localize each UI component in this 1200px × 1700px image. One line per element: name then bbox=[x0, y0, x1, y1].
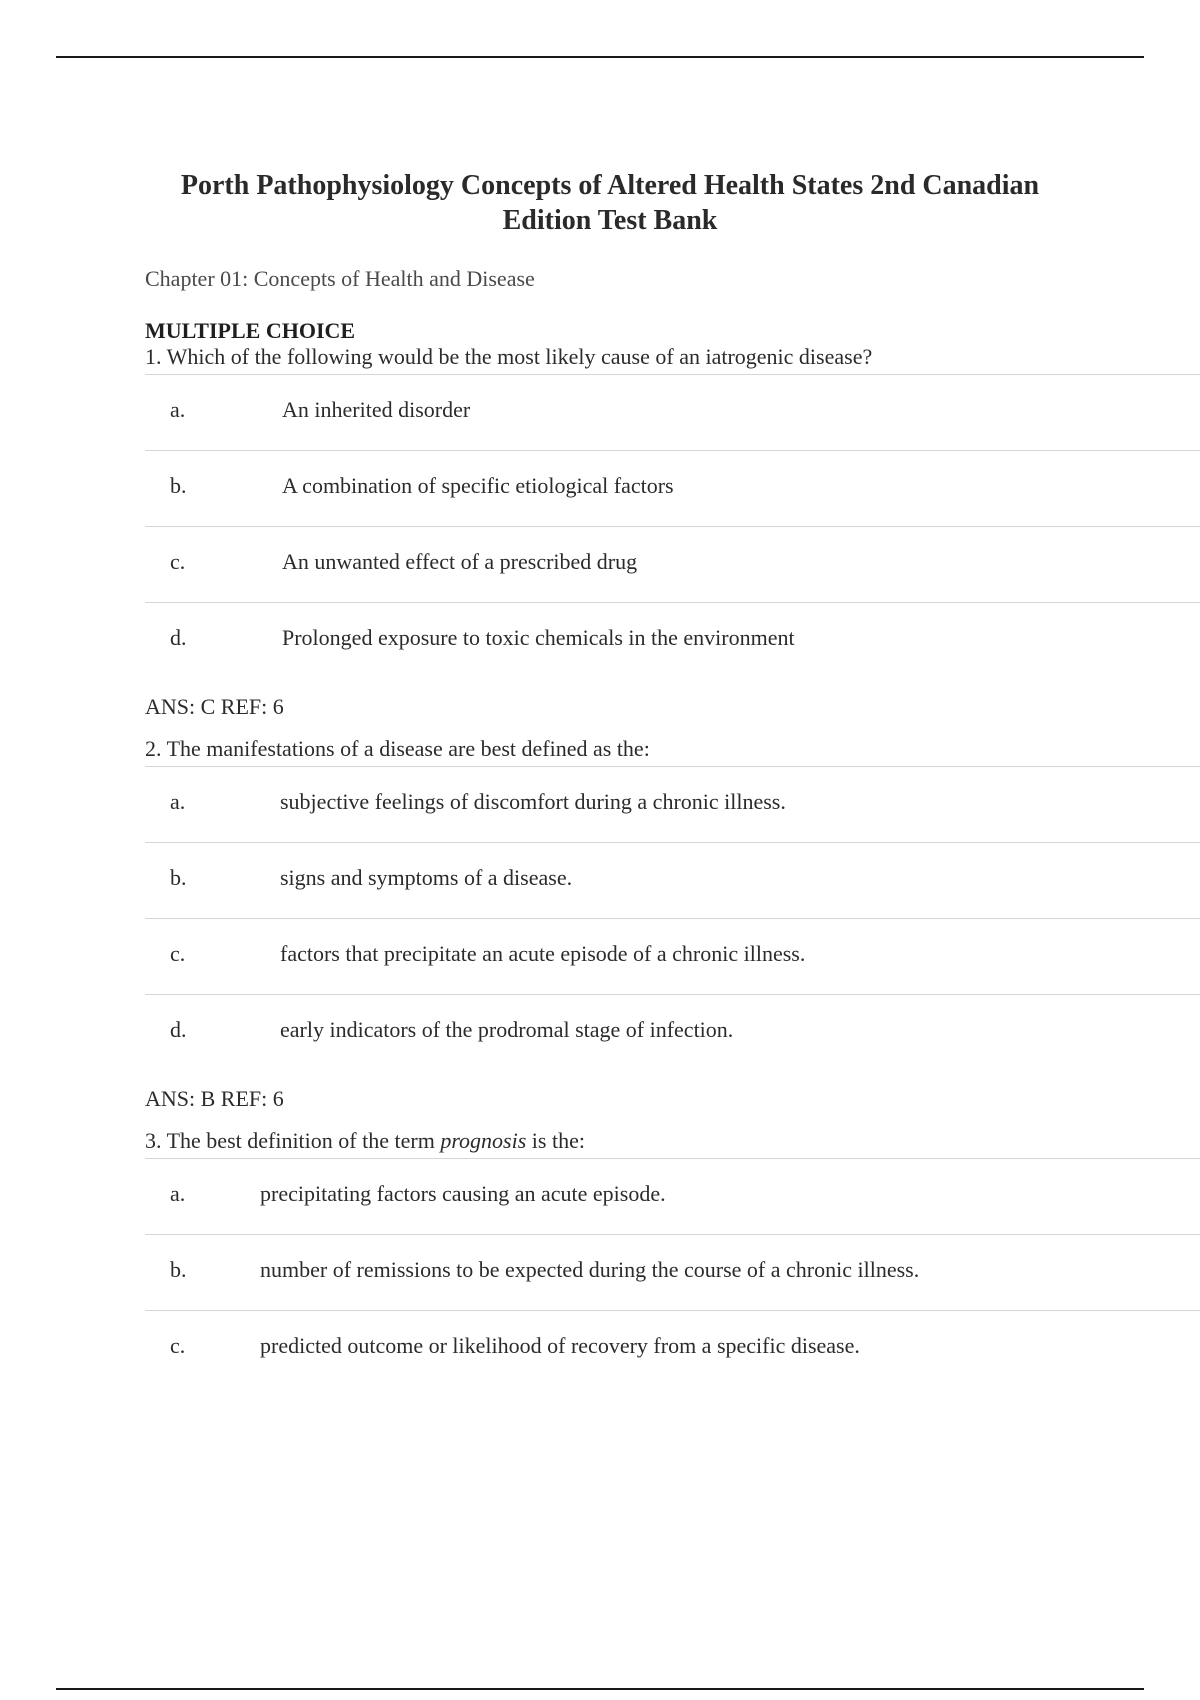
stem-suffix: is the: bbox=[526, 1128, 585, 1153]
option-row bbox=[145, 995, 1200, 1070]
question-stem: 1. Which of the following would be the most likely cause of an iatrogenic disease? bbox=[145, 344, 873, 369]
option-row bbox=[145, 603, 1200, 678]
option-letter: d. bbox=[170, 1017, 187, 1042]
option-row bbox=[145, 1235, 1200, 1311]
question-2 bbox=[145, 736, 1200, 1112]
option-list bbox=[145, 374, 1200, 678]
option-text: A combination of specific etiological factors bbox=[282, 473, 674, 498]
option-list bbox=[145, 766, 1200, 1070]
option-letter: a. bbox=[170, 1181, 186, 1206]
option-text: precipitating factors causing an acute episode. bbox=[260, 1181, 666, 1206]
option-text: An unwanted effect of a prescribed drug bbox=[282, 549, 638, 574]
option-row bbox=[145, 375, 1200, 451]
chapter-heading: Chapter 01: Concepts of Health and Disease bbox=[145, 266, 535, 291]
option-letter: b. bbox=[170, 1257, 187, 1282]
option-letter: c. bbox=[170, 941, 186, 966]
option-row bbox=[145, 843, 1200, 919]
question-stem bbox=[145, 1128, 1200, 1158]
option-row bbox=[145, 451, 1200, 527]
answer-reference: ANS: B REF: 6 bbox=[145, 1086, 284, 1111]
bottom-rule bbox=[56, 1688, 1144, 1690]
option-text: Prolonged exposure to toxic chemicals in the environment bbox=[282, 625, 795, 650]
option-text: number of remissions to be expected during the course of a chronic illness. bbox=[260, 1257, 920, 1282]
option-letter: a. bbox=[170, 397, 186, 422]
top-rule bbox=[56, 56, 1144, 58]
stem-prefix: 3. The best definition of the term bbox=[145, 1128, 441, 1153]
option-text: signs and symptoms of a disease. bbox=[280, 865, 573, 890]
option-text: factors that precipitate an acute episode of a chronic illness. bbox=[280, 941, 806, 966]
option-text: An inherited disorder bbox=[282, 397, 471, 422]
option-text: early indicators of the prodromal stage of infection. bbox=[280, 1017, 734, 1042]
option-letter: c. bbox=[170, 1333, 186, 1358]
option-list bbox=[145, 1158, 1200, 1386]
section-heading: MULTIPLE CHOICE bbox=[145, 318, 356, 343]
question-stem: 2. The manifestations of a disease are best defined as the: bbox=[145, 736, 650, 761]
option-letter: d. bbox=[170, 625, 187, 650]
option-text: subjective feelings of discomfort during a chronic illness. bbox=[280, 789, 786, 814]
option-row bbox=[145, 1311, 1200, 1386]
option-text: predicted outcome or likelihood of recovery from a specific disease. bbox=[260, 1333, 860, 1358]
option-letter: c. bbox=[170, 549, 186, 574]
question-1 bbox=[145, 344, 1200, 720]
option-letter: a. bbox=[170, 789, 186, 814]
option-letter: b. bbox=[170, 865, 187, 890]
question-3 bbox=[145, 1128, 1200, 1386]
option-row bbox=[145, 527, 1200, 603]
option-row bbox=[145, 1159, 1200, 1235]
option-row bbox=[145, 919, 1200, 995]
option-letter: b. bbox=[170, 473, 187, 498]
document-body bbox=[145, 266, 1200, 1386]
answer-reference: ANS: C REF: 6 bbox=[145, 694, 284, 719]
stem-emphasis: prognosis bbox=[440, 1128, 527, 1153]
option-row bbox=[145, 767, 1200, 843]
document-title: Porth Pathophysiology Concepts of Altered Health States 2nd Canadian Edition Test Bank bbox=[180, 170, 1040, 236]
